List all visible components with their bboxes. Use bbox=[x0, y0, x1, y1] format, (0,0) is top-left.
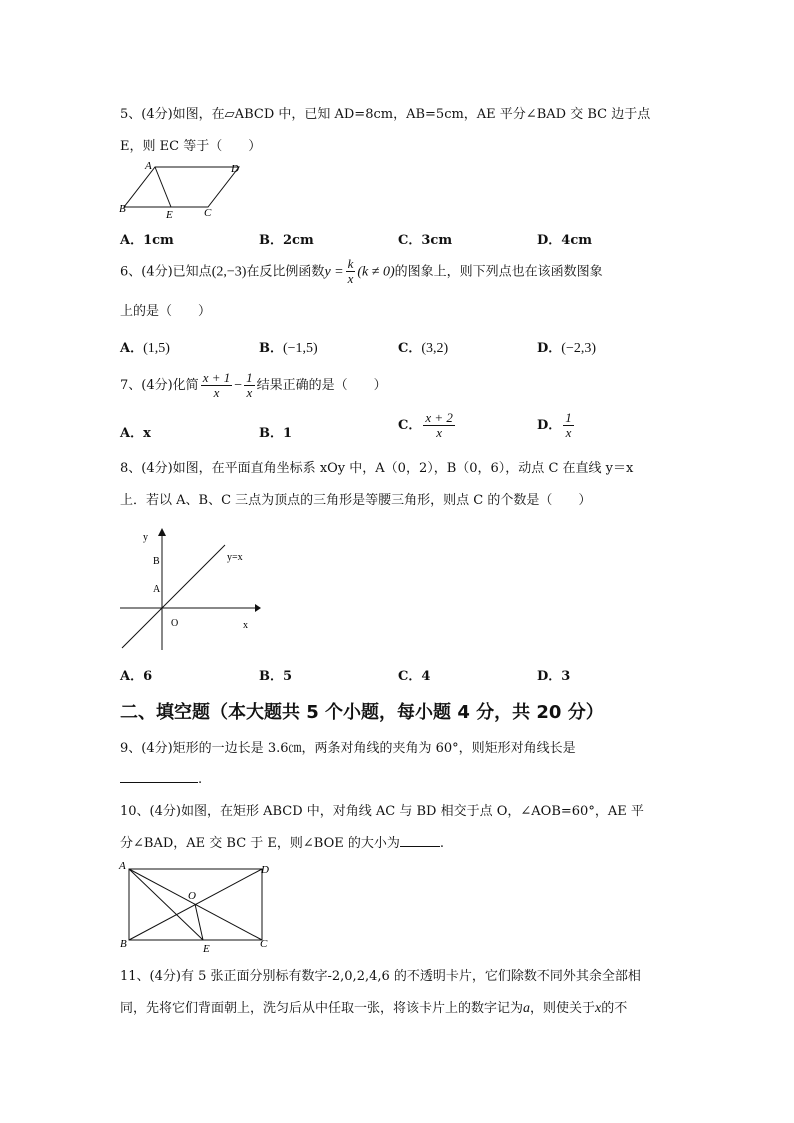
q8-label-b: B bbox=[153, 556, 160, 567]
q7-option-b: B．1 bbox=[259, 426, 293, 441]
q8-label-y: y bbox=[143, 532, 148, 543]
q5-label-d: D bbox=[231, 163, 239, 175]
q8-label-line: y=x bbox=[227, 552, 243, 563]
q5-parallelogram-figure bbox=[115, 158, 250, 220]
q6-option-b: B．(−1,5) bbox=[259, 341, 318, 356]
q8-label-x: x bbox=[243, 620, 248, 631]
q10-line1: 10、(4分)如图，在矩形 ABCD 中，对角线 AC 与 BD 相交于点 O，∠AOB=60°，AE 平 bbox=[120, 804, 644, 819]
q8-option-c: C．4 bbox=[398, 669, 431, 684]
section-title-fill-in: 二、填空题（本大题共 5 个小题，每小题 4 分，共 20 分） bbox=[120, 702, 604, 723]
q6-option-d: D．(−2,3) bbox=[537, 341, 597, 356]
q10-label-d: D bbox=[261, 864, 269, 876]
q5-line2: E，则 EC 等于（ ） bbox=[120, 139, 262, 154]
q5-label-e: E bbox=[166, 209, 173, 220]
q10-rectangle-figure bbox=[115, 855, 280, 955]
q5-line1: 5、(4分)如图，在▱ABCD 中，已知 AD=8cm，AB=5cm，AE 平分∠BAD 交 BC 边于点 bbox=[120, 107, 651, 122]
q5-label-b: B bbox=[119, 203, 126, 215]
q8-coordinate-figure bbox=[115, 520, 265, 655]
q5-option-a: A．1cm bbox=[120, 233, 174, 248]
q7-option-d: D． $\frac{1}{x}$ bbox=[537, 409, 572, 440]
q8-line1: 8、(4分)如图，在平面直角坐标系 xOy 中，A（0，2），B（0，6），动点 C 在直线 y＝x bbox=[120, 461, 634, 476]
q10-label-e: E bbox=[203, 943, 210, 955]
q10-line2: 分∠BAD，AE 交 BC 于 E，则∠BOE 的大小为 . bbox=[120, 836, 445, 851]
q8-label-o: O bbox=[171, 618, 179, 629]
q5-label-a: A bbox=[145, 160, 152, 172]
q5-label-c: C bbox=[204, 207, 212, 219]
q11-line2: 同，先将它们背面朝上，洗匀后从中任取一张，将该卡片上的数字记为a，则使关于x的不 bbox=[120, 1001, 628, 1016]
q10-label-b: B bbox=[120, 938, 127, 950]
q6-line1: 6、(4分)已知点(2,−3)在反比例函数y = $\frac{k}{x}$ (k ≠ 0)的图象上，则下列点也在该函数图象 bbox=[120, 256, 603, 287]
q10-label-a: A bbox=[119, 860, 126, 872]
q9-answer-blank[interactable] bbox=[120, 768, 198, 783]
q10-label-c: C bbox=[260, 938, 268, 950]
q5-option-c: C．3cm bbox=[398, 233, 453, 248]
q11-line1: 11、(4分)有 5 张正面分别标有数字-2,0,2,4,6 的不透明卡片，它们除数不同外其余全部相 bbox=[120, 969, 641, 984]
q7-line1: 7、(4分)化简 $\frac{x + 1}{x}$ − $\frac{1}{x}$ 结果正确的是（ ） bbox=[120, 369, 387, 400]
q6-line2: 上的是（ ） bbox=[120, 304, 212, 319]
q9-line1: 9、(4分)矩形的一边长是 3.6㎝，两条对角线的夹角为 60°，则矩形对角线长是 bbox=[120, 741, 576, 756]
q5-option-d: D．4cm bbox=[537, 233, 592, 248]
q9-line2: . bbox=[120, 768, 202, 787]
q6-option-a: A．(1,5) bbox=[120, 341, 170, 356]
q5-option-b: B．2cm bbox=[259, 233, 314, 248]
q6-option-c: C．(3,2) bbox=[398, 341, 449, 356]
q10-label-o: O bbox=[188, 890, 196, 902]
q10-answer-blank[interactable] bbox=[400, 834, 440, 847]
q8-option-d: D．3 bbox=[537, 669, 571, 684]
q8-line2: 上．若以 A、B、C 三点为顶点的三角形是等腰三角形，则点 C 的个数是（ ） bbox=[120, 493, 592, 508]
q7-option-c: C． $\frac{x + 2}{x}$ bbox=[398, 409, 453, 440]
q8-option-b: B．5 bbox=[259, 669, 293, 684]
q7-option-a: A．x bbox=[120, 426, 151, 441]
q8-option-a: A．6 bbox=[120, 669, 153, 684]
q8-label-a: A bbox=[153, 584, 161, 595]
